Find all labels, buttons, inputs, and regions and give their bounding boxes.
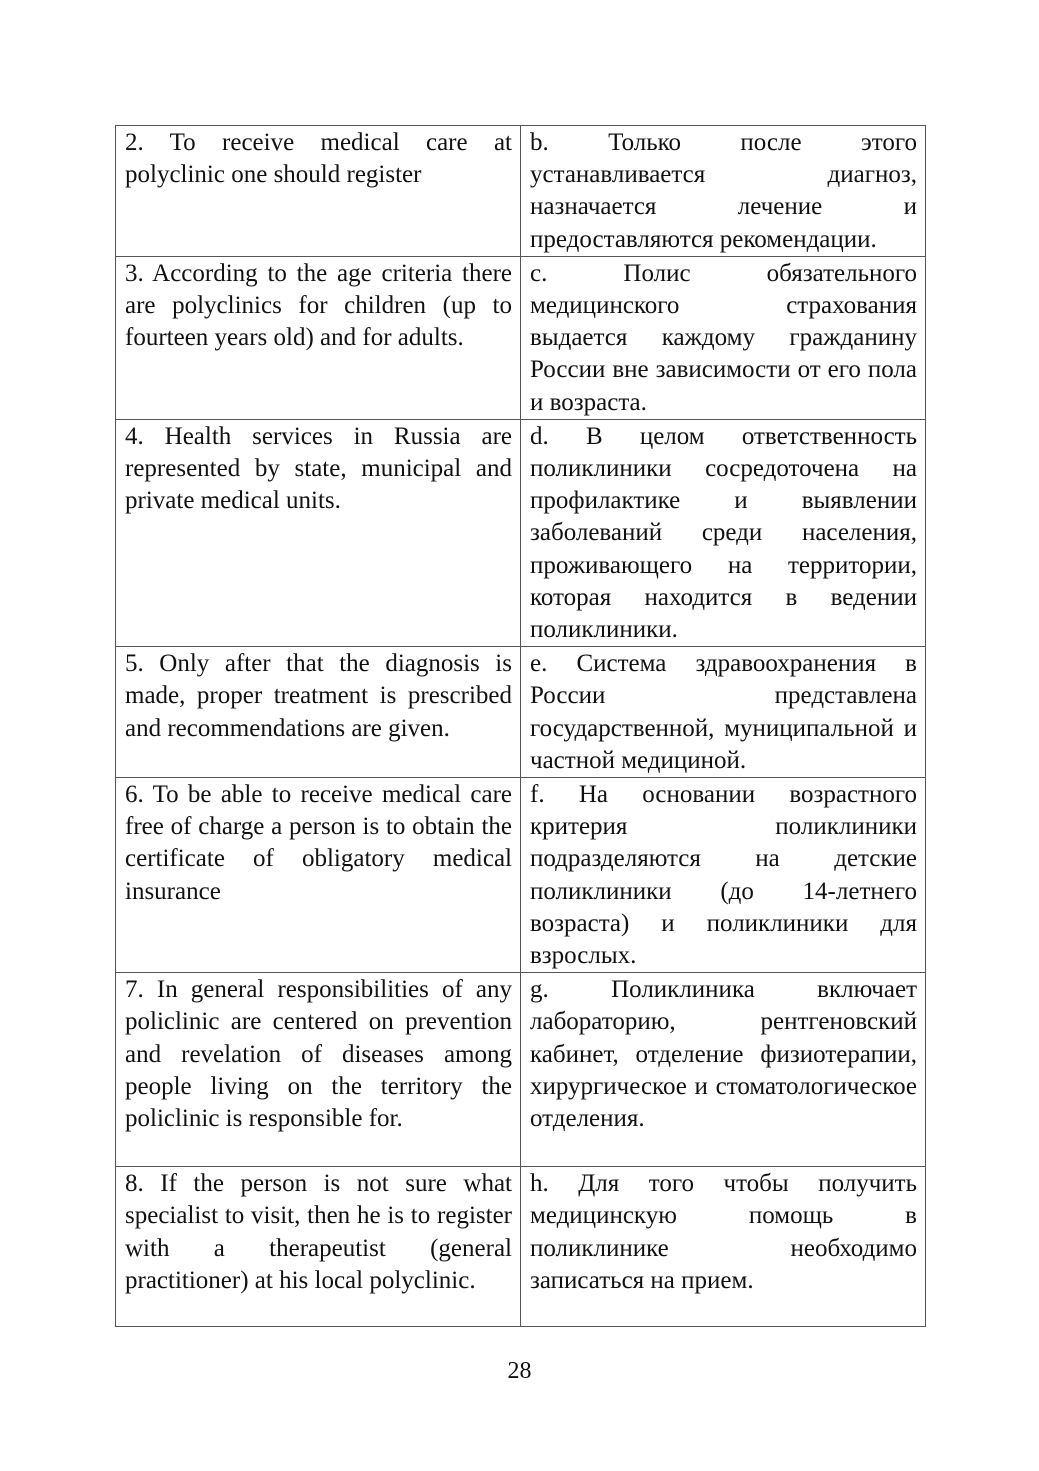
english-sentence: 3. According to the age criteria there are polyclinics for children (up to fourteen years old) and for adults. — [116, 256, 521, 419]
russian-sentence: d. В целом ответственность поликлиники сосредоточена на профилактике и выявлении заболеваний среди населения, проживающего на территории, которая находится в ведении поликлиники. — [521, 419, 926, 646]
russian-sentence: c. Полис обязательного медицинского страхования выдается каждому гражданину России вне зависимости от его пола и возраста. — [521, 256, 926, 419]
english-sentence: 8. If the person is not sure what specialist to visit, then he is to register with a therapeutist (general practitioner) at his local polyclinic. — [116, 1167, 521, 1327]
english-sentence: 2. To receive medical care at polyclinic one should register — [116, 126, 521, 257]
english-sentence: 4. Health services in Russia are represented by state, municipal and private medical units. — [116, 419, 521, 646]
table-row — [116, 647, 926, 778]
russian-sentence: f. На основании возрастного критерия поликлиники подразделяются на детские поликлиники (до 14-летнего возраста) и поликлиники для взрослых. — [521, 778, 926, 973]
russian-sentence: e. Система здравоохранения в России представлена государственной, муниципальной и частной медициной. — [521, 647, 926, 778]
table-row — [116, 126, 926, 257]
table-row — [116, 1167, 926, 1327]
russian-sentence: g. Поликлиника включает лабораторию, рентгеновский кабинет, отделение физиотерапии, хирургическое и стоматологическое отделения. — [521, 973, 926, 1167]
matching-table — [115, 125, 926, 1327]
russian-sentence: b. Только после этого устанавливается диагноз, назначается лечение и предоставляются рекомендации. — [521, 126, 926, 257]
english-sentence: 5. Only after that the diagnosis is made, proper treatment is prescribed and recommendations are given. — [116, 647, 521, 778]
english-sentence: 6. To be able to receive medical care free of charge a person is to obtain the certificate of obligatory medical insurance — [116, 778, 521, 973]
table-row — [116, 256, 926, 419]
page-number: 28 — [507, 1358, 532, 1384]
russian-sentence: h. Для того чтобы получить медицинскую помощь в поликлинике необходимо записаться на прием. — [521, 1167, 926, 1327]
table-row — [116, 778, 926, 973]
table-row — [116, 973, 926, 1167]
table-row — [116, 419, 926, 646]
english-sentence: 7. In general responsibilities of any policlinic are centered on prevention and revelation of diseases among people living on the territory the policlinic is responsible for. — [116, 973, 521, 1167]
